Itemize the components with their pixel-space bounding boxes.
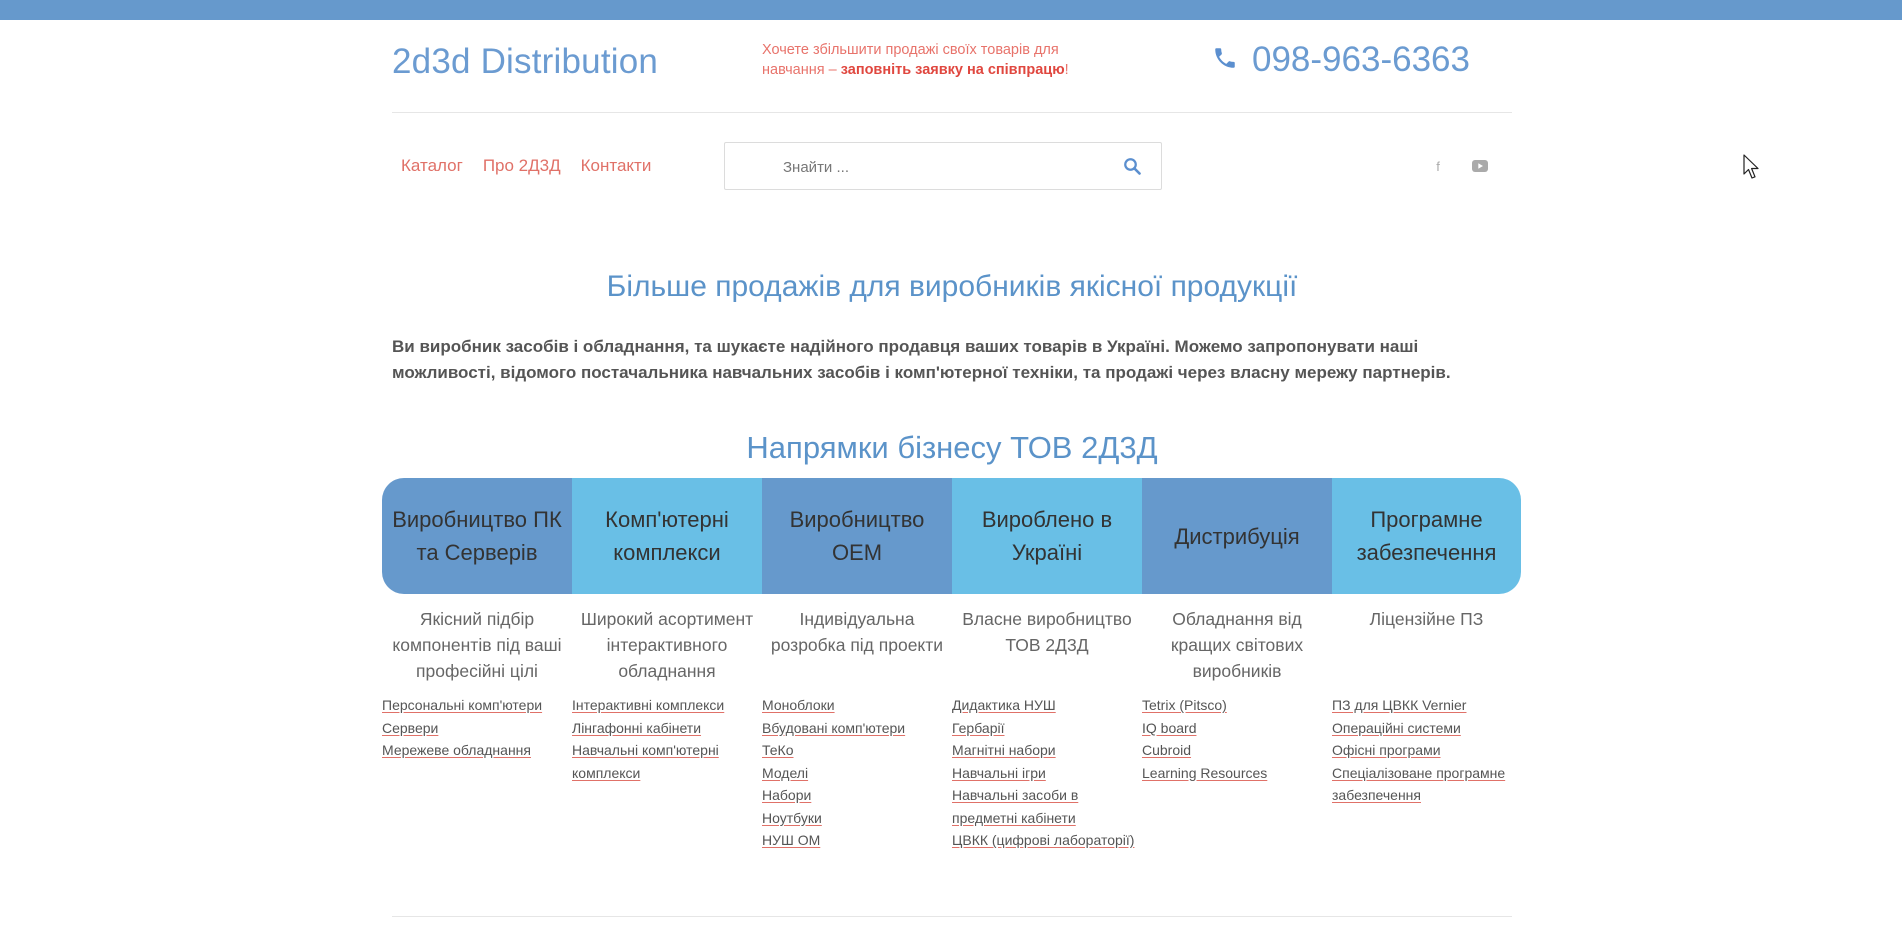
direction-computer-complexes bbox=[572, 478, 762, 852]
page-title: Більше продажів для виробників якісної продукції bbox=[606, 270, 1298, 303]
direction-description: Обладнання від кращих світових виробників bbox=[1170, 609, 1304, 681]
direction-tile[interactable]: Вироблено в Україні bbox=[952, 478, 1142, 594]
direction-description: Власне виробництво ТОВ 2Д3Д bbox=[962, 609, 1132, 655]
main-nav bbox=[401, 156, 651, 176]
directions-title: Напрямки бізнесу ТОВ 2Д3Д bbox=[746, 430, 1158, 465]
direction-link[interactable]: Навчальні засоби в предметні кабінети bbox=[952, 787, 1079, 826]
direction-links bbox=[572, 694, 762, 784]
nav-item-about[interactable]: Про 2Д3Д bbox=[482, 156, 561, 175]
footer-divider bbox=[392, 916, 1512, 917]
direction-software bbox=[1332, 478, 1521, 852]
top-bar bbox=[0, 0, 1902, 20]
search-box bbox=[724, 142, 1162, 190]
direction-made-in-ukraine bbox=[952, 478, 1142, 852]
direction-tile[interactable]: Виробництво ПК та Серверів bbox=[382, 478, 572, 594]
direction-link[interactable]: Сервери bbox=[382, 719, 439, 736]
direction-link[interactable]: ТеКо bbox=[762, 742, 794, 758]
direction-link[interactable]: Вбудовані комп'ютери bbox=[762, 719, 906, 736]
phone-icon bbox=[1212, 40, 1238, 80]
direction-link[interactable]: Гербарії bbox=[952, 719, 1005, 736]
direction-link[interactable]: НУШ ОМ bbox=[762, 832, 821, 848]
promo-message: Хочете збільшити продажі своїх товарів для навчання – bbox=[762, 42, 1059, 78]
direction-link[interactable]: Tetrix (Pitsco) bbox=[1142, 697, 1227, 713]
direction-link[interactable]: Набори bbox=[762, 787, 812, 803]
direction-link[interactable]: ЦВКК (цифрові лабораторії) bbox=[952, 832, 1135, 848]
direction-link[interactable]: Спеціалізоване програмне забезпечення bbox=[1332, 764, 1506, 803]
nav-item-contacts[interactable]: Контакти bbox=[580, 156, 652, 175]
phone-number: 098-963-6363 bbox=[1252, 40, 1470, 79]
direction-link[interactable]: Ноутбуки bbox=[762, 809, 822, 826]
direction-link[interactable]: Дидактика НУШ bbox=[952, 697, 1056, 713]
mouse-cursor-icon bbox=[1743, 154, 1761, 180]
direction-link[interactable]: ПЗ для ЦВКК Vernier bbox=[1332, 697, 1467, 713]
direction-link[interactable]: IQ board bbox=[1142, 719, 1197, 736]
facebook-icon[interactable]: f bbox=[1436, 158, 1440, 174]
direction-links bbox=[952, 694, 1142, 852]
direction-description: Ліцензійне ПЗ bbox=[1369, 609, 1484, 629]
direction-tile[interactable]: Комп'ютерні комплекси bbox=[572, 478, 762, 594]
search-input[interactable] bbox=[781, 143, 1105, 191]
header-divider bbox=[392, 112, 1512, 113]
search-icon[interactable] bbox=[1123, 157, 1141, 175]
direction-link[interactable]: Лінгафонні кабінети bbox=[572, 719, 702, 736]
phone-contact[interactable] bbox=[1212, 40, 1470, 80]
direction-description: Якісний підбір компонентів під ваші професійні цілі bbox=[392, 609, 562, 681]
direction-link[interactable]: Інтерактивні комплекси bbox=[572, 697, 725, 713]
direction-links bbox=[1332, 694, 1521, 807]
direction-distribution bbox=[1142, 478, 1332, 852]
direction-oem bbox=[762, 478, 952, 852]
direction-link[interactable]: Операційні системи bbox=[1332, 719, 1461, 736]
nav-item-catalog[interactable]: Каталог bbox=[401, 156, 463, 175]
direction-link[interactable]: Моноблоки bbox=[762, 697, 835, 713]
direction-link[interactable]: Магнітні набори bbox=[952, 742, 1056, 758]
direction-description: Індивідуальна розробка під проекти bbox=[770, 609, 944, 655]
direction-link[interactable]: Моделі bbox=[762, 764, 809, 781]
direction-link[interactable]: Learning Resources bbox=[1142, 764, 1268, 781]
direction-pc-servers bbox=[382, 478, 572, 852]
site-logo[interactable]: 2d3d Distribution bbox=[392, 42, 659, 81]
direction-links bbox=[382, 694, 572, 762]
business-directions bbox=[382, 478, 1521, 852]
direction-tile[interactable]: Програмне забезпечення bbox=[1332, 478, 1521, 594]
direction-link[interactable]: Мережеве обладнання bbox=[382, 742, 531, 758]
direction-link[interactable]: Навчальні комп'ютерні комплекси bbox=[572, 742, 719, 781]
lead-paragraph: Ви виробник засобів і обладнання, та шукаєте надійного продавця ваших товарів в Україні. Можемо запропонувати наші можливості, відомого постачальника навчальних засобів і комп'ютерної техніки, та продажі через власну мережу партнерів. bbox=[392, 337, 1451, 382]
direction-links bbox=[762, 694, 952, 852]
direction-link[interactable]: Навчальні ігри bbox=[952, 764, 1046, 781]
youtube-icon[interactable] bbox=[1470, 156, 1490, 176]
promo-text bbox=[762, 40, 1102, 80]
direction-link[interactable]: Cubroid bbox=[1142, 742, 1192, 758]
direction-links bbox=[1142, 694, 1332, 784]
promo-end: ! bbox=[1064, 62, 1069, 78]
direction-tile[interactable]: Виробництво ОЕМ bbox=[762, 478, 952, 594]
direction-link[interactable]: Офісні програми bbox=[1332, 742, 1441, 758]
partnership-link[interactable]: заповніть заявку на співпрацю bbox=[840, 62, 1065, 78]
direction-description: Широкий асортимент інтерактивного обладнання bbox=[580, 609, 754, 681]
direction-tile[interactable]: Дистрибуція bbox=[1142, 478, 1332, 594]
direction-link[interactable]: Персональні комп'ютери bbox=[382, 697, 543, 713]
